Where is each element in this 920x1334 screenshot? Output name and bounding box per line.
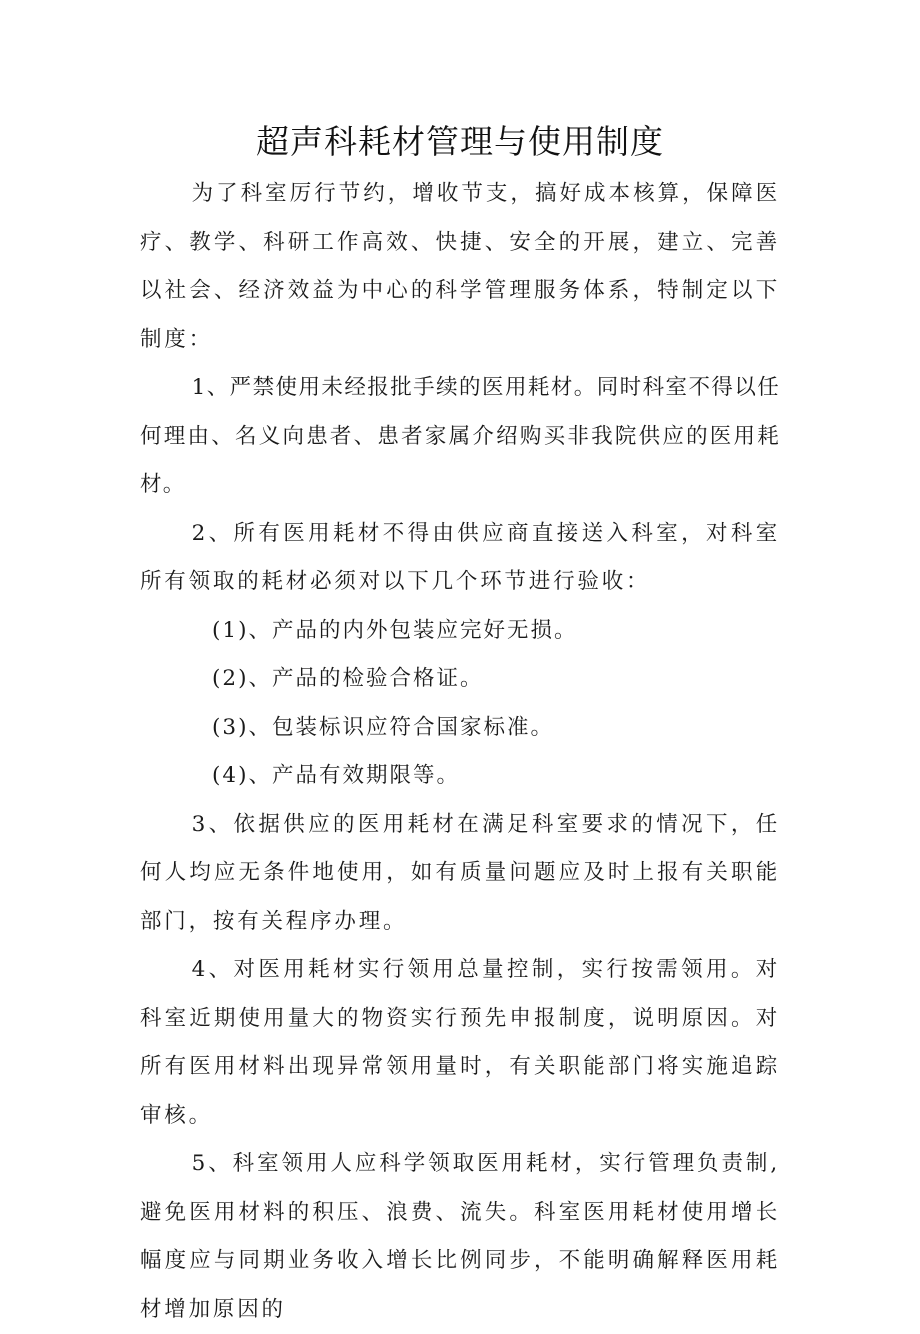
rule-2-paragraph: 2、所有医用耗材不得由供应商直接送入科室，对科室所有领取的耗材必须对以下几个环节进行验收： xyxy=(140,520,780,594)
rule-3-paragraph: 3、依据供应的医用耗材在满足科室要求的情况下，任何人均应无条件地使用，如有质量问题应及时上报有关职能部门，按有关程序办理。 xyxy=(140,811,780,934)
document-title: 超声科耗材管理与使用制度 xyxy=(256,122,664,161)
document-body xyxy=(140,170,780,1334)
rule-2-item-2: (2)、产品的检验合格证。 xyxy=(212,666,484,691)
rule-2-item-1: (1)、产品的内外包装应完好无损。 xyxy=(212,617,578,643)
rule-5-paragraph: 5、科室领用人应科学领取医用耗材，实行管理负责制,避免医用材料的积压、浪费、流失。科室医用耗材使用增长幅度应与同期业务收入增长比例同步，不能明确解释医用耗材增加原因的 xyxy=(140,1151,780,1322)
intro-paragraph: 为了科室厉行节约，增收节支，搞好成本核算，保障医疗、教学、科研工作高效、快捷、安全的开展，建立、完善以社会、经济效益为中心的科学管理服务体系，特制定以下制度： xyxy=(140,181,780,352)
rule-2-item-3: (3)、包装标识应符合国家标准。 xyxy=(212,714,554,740)
rule-2-item-4: (4)、产品有效期限等。 xyxy=(212,763,460,788)
rule-4-paragraph: 4、对医用耗材实行领用总量控制，实行按需领用。对科室近期使用量大的物资实行预先申报制度，说明原因。对所有医用材料出现异常领用量时，有关职能部门将实施追踪审核。 xyxy=(140,957,780,1128)
rule-1-paragraph: 1、严禁使用未经报批手续的医用耗材。同时科室不得以任何理由、名义向患者、患者家属介绍购买非我院供应的医用耗材。 xyxy=(140,375,780,497)
